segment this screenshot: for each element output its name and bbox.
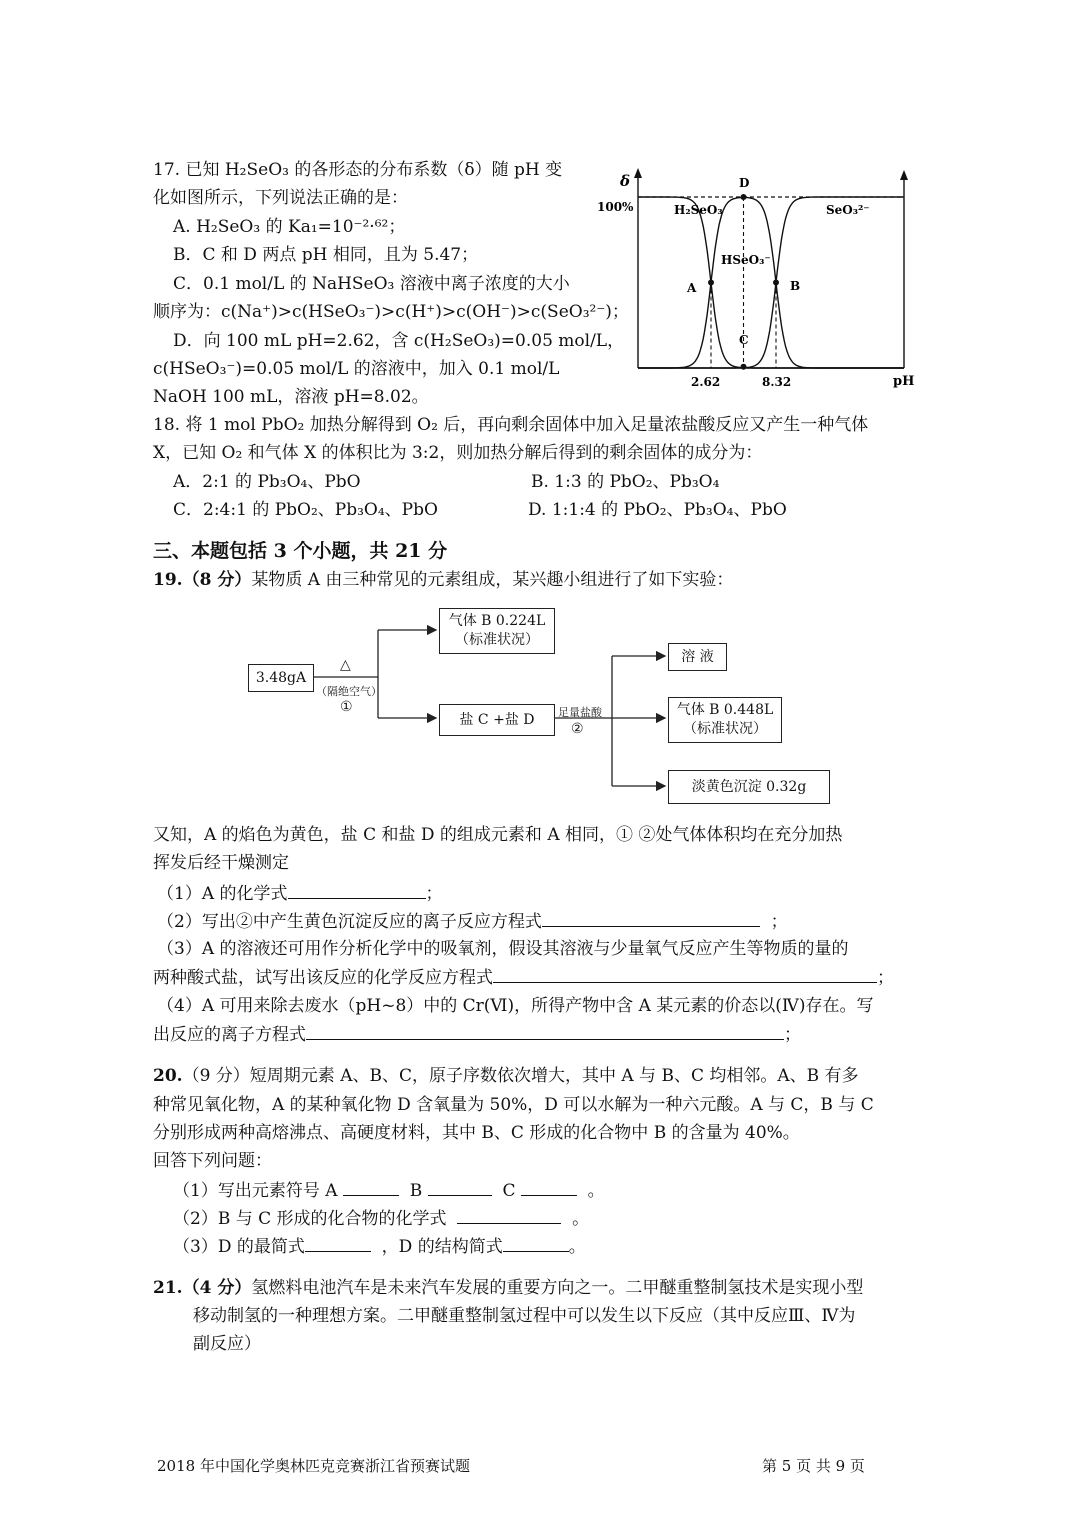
chart-series-line-1 <box>638 198 904 369</box>
q20-part1-b: B <box>409 1181 423 1201</box>
chart-axes <box>634 168 908 368</box>
chart-point-label-b: B <box>790 279 801 293</box>
q18-stem-line1: 18. 将 1 mol PbO₂ 加热分解得到 O₂ 后，再向剩余固体中加入足量浓盐酸反应又产生一种气体 <box>153 415 869 435</box>
flow-solution-label: 溶 液 <box>681 648 714 665</box>
q20-line1 <box>153 1063 859 1089</box>
chart-point-c <box>741 364 747 370</box>
q17-option-d-line1: D．向 100 mL pH=2.62，含 c(H₂SeO₃)=0.05 mol/L， <box>173 331 625 351</box>
q18-option-c: C．2:4:1 的 PbO₂、Pb₃O₄、PbO <box>173 500 438 520</box>
q20-part3-text-a: （3）D 的最简式 <box>173 1237 305 1257</box>
flow-salts-box <box>439 704 555 736</box>
q20-part1 <box>173 1177 605 1204</box>
chart-point-label-a: A <box>687 281 697 295</box>
q20-part1-blank-b[interactable] <box>428 1177 492 1196</box>
q17-option-d-line3: NaOH 100 mL，溶液 pH=8.02。 <box>153 387 429 407</box>
q18-stem-line2: X，已知 O₂ 和气体 X 的体积比为 3:2，则加热分解后得到的剩余固体的成分为： <box>153 443 763 463</box>
q20-part2-text: （2）B 与 C 形成的化合物的化学式 <box>173 1209 447 1229</box>
chart-point-label-d: D <box>739 176 750 190</box>
q20-part3 <box>173 1233 586 1260</box>
flow-heat-symbol: △ <box>340 657 351 673</box>
q20-line1-text: （9 分）短周期元素 A、B、C，原子序数依次增大，其中 A 与 B、C 均相邻。A、B 有多 <box>182 1066 859 1086</box>
q19-part2 <box>157 908 788 935</box>
flow-gas-b2-line2: （标准状况） <box>683 721 767 737</box>
q17-option-d-line2: c(HSeO₃⁻)=0.05 mol/L 的溶液中，加入 0.1 mol/L <box>153 359 560 379</box>
q19-part2-text: （2）写出②中产生黄色沉淀反应的离子反应方程式 <box>157 912 542 932</box>
chart-curves <box>638 197 904 368</box>
q20-line4: 回答下列问题： <box>153 1151 272 1171</box>
q19-part4-text: 出反应的离子方程式 <box>153 1025 306 1045</box>
q18-option-d: D. 1:1:4 的 PbO₂、Pb₃O₄、PbO <box>528 500 787 520</box>
q19-part1-end: ； <box>425 884 443 904</box>
q17-option-c-line2: 顺序为：c(Na⁺)>c(HSeO₃⁻)>c(H⁺)>c(OH⁻)>c(SeO₃²⁻)； <box>153 302 629 322</box>
section-heading: 三、本题包括 3 个小题，共 21 分 <box>153 540 448 562</box>
q17-stem-line2: 化如图所示，下列说法正确的是： <box>153 188 408 208</box>
flow-gas-b2-line1: 气体 B 0.448L <box>676 702 774 718</box>
q19-note-line1: 又知，A 的焰色为黄色，盐 C 和盐 D 的组成元素和 A 相同，① ②处气体体积均在充分加热 <box>153 825 843 845</box>
q17-option-b: B．C 和 D 两点 pH 相同，且为 5.47； <box>173 245 479 265</box>
q20-part1-end: 。 <box>587 1181 605 1201</box>
q19-part3-line1: （3）A 的溶液还可用作分析化学中的吸氧剂，假设其溶液与少量氧气反应产生等物质的量的 <box>157 939 849 959</box>
chart-point-b <box>773 280 779 286</box>
q20-part1-blank-c[interactable] <box>521 1177 577 1196</box>
q20-line3: 分别形成两种高熔沸点、高硬度材料，其中 B、C 形成的化合物中 B 的含量为 40%。 <box>153 1123 800 1143</box>
flow-acid-label: 足量盐酸 <box>558 706 602 719</box>
q21-line1-text: 氢燃料电池汽车是未来汽车发展的重要方向之一。二甲醚重整制氢技术是实现小型 <box>251 1278 864 1298</box>
q21-line1 <box>153 1275 863 1301</box>
q17-option-c-line1: C．0.1 mol/L 的 NaHSeO₃ 溶液中离子浓度的大小 <box>173 274 570 294</box>
flow-step1-marker: ① <box>340 699 353 715</box>
q19-part4-answer-blank[interactable] <box>306 1021 784 1040</box>
q19-part4-end: ； <box>784 1025 801 1045</box>
flow-precipitate-label: 淡黄色沉淀 0.32g <box>691 778 807 795</box>
q19-note-line2: 挥发后经干燥测定 <box>153 853 289 873</box>
q20-line2: 种常见氧化物，A 的某种氧化物 D 含氧量为 50%，D 可以水解为一种六元酸。A 与 C，B 与 C <box>153 1095 874 1115</box>
chart-point-d <box>741 194 747 200</box>
flow-gas-b1-box <box>439 608 555 654</box>
flow-solution-box <box>668 643 727 671</box>
chart-series-line-0 <box>638 197 904 368</box>
q21-line3: 副反应） <box>193 1334 261 1354</box>
q19-part1-text: （1）A 的化学式 <box>157 884 288 904</box>
q17-stem-line1: 17. 已知 H₂SeO₃ 的各形态的分布系数（δ）随 pH 变 <box>153 160 563 180</box>
chart-series-label-seo3: SeO₃²⁻ <box>826 203 870 217</box>
q18-option-a: A．2:1 的 Pb₃O₄、PbO <box>173 472 361 492</box>
flow-start-box <box>248 664 314 692</box>
flow-gas-b1-line2: （标准状况） <box>455 632 539 648</box>
chart-y-axis-arrow <box>634 168 642 178</box>
q20-part2 <box>173 1205 589 1232</box>
footer-title: 2018 年中国化学奥林匹克竞赛浙江省预赛试题 <box>157 1457 470 1475</box>
q19-part3-answer-blank[interactable] <box>493 964 877 983</box>
q20-part1-text: （1）写出元素符号 A <box>173 1181 338 1201</box>
q19-part3-text: 两种酸式盐，试写出该反应的化学反应方程式 <box>153 968 493 988</box>
chart-y-tick-100: 100% <box>597 200 634 214</box>
q19-part1-answer-blank[interactable] <box>288 880 426 899</box>
flow-precipitate-box <box>668 770 830 804</box>
q19-part3-end: ； <box>877 968 894 988</box>
q20-part3-blank-b[interactable] <box>503 1233 569 1252</box>
q19-stem-text: 某物质 A 由三种常见的元素组成，某兴趣小组进行了如下实验： <box>251 570 734 590</box>
q20-part1-blank-a[interactable] <box>343 1177 399 1196</box>
q20-part3-blank-a[interactable] <box>305 1233 371 1252</box>
q19-part3-line2 <box>153 964 894 991</box>
q19-part2-answer-blank[interactable] <box>542 908 760 927</box>
chart-point-label-c: C <box>739 333 749 347</box>
q20-part3-text-b: ，D 的结构简式 <box>381 1237 503 1257</box>
chart-series-line-2 <box>638 197 904 368</box>
q17-option-a: A. H₂SeO₃ 的 Ka₁=10⁻²·⁶²； <box>173 217 406 237</box>
chart-x-axis-label: pH <box>893 374 915 389</box>
q20-part2-blank[interactable] <box>457 1205 561 1224</box>
chart-x-tick-2.62: 2.62 <box>691 375 721 389</box>
q19-stem <box>153 567 733 593</box>
flow-step2-marker: ② <box>571 721 584 737</box>
flow-salts-label: 盐 C +盐 D <box>459 711 535 728</box>
q20-part1-c: C <box>502 1181 516 1201</box>
q20-number: 20. <box>153 1066 183 1086</box>
q21-line2: 移动制氢的一种理想方案。二甲醚重整制氢过程中可以发生以下反应（其中反应Ⅲ、Ⅳ为 <box>193 1306 856 1326</box>
q20-part3-end: 。 <box>568 1237 586 1257</box>
q19-number: 19.（8 分） <box>153 570 252 590</box>
q19-part4-line2 <box>153 1021 801 1048</box>
chart-point-a <box>708 280 714 286</box>
chart-y-axis-label: δ <box>620 172 631 190</box>
q18-option-b: B. 1:3 的 PbO₂、Pb₃O₄ <box>531 472 720 492</box>
q20-part2-end: 。 <box>572 1209 590 1229</box>
flow-gas-b2-box <box>668 697 782 743</box>
flow-start-label: 3.48gA <box>255 669 307 686</box>
chart-right-axis-arrow <box>900 170 908 180</box>
q19-part1 <box>157 880 443 907</box>
chart-x-tick-8.32: 8.32 <box>762 375 792 389</box>
q19-part2-end: ； <box>770 912 788 932</box>
chart-series-label-hseo3: HSeO₃⁻ <box>721 253 771 267</box>
footer-page-number: 第 5 页 共 9 页 <box>762 1457 865 1475</box>
q19-part4-line1: （4）A 可用来除去废水（pH~8）中的 Cr(Ⅵ)，所得产物中含 A 某元素的价态以(Ⅳ)存在。写 <box>157 996 874 1016</box>
q21-number: 21.（4 分） <box>153 1278 252 1298</box>
flow-gas-b1-line1: 气体 B 0.224L <box>448 613 546 629</box>
flow-heat-note: （隔绝空气） <box>316 685 382 698</box>
chart-series-label-h2seo3: H₂SeO₃ <box>674 203 723 217</box>
distribution-chart <box>588 158 928 398</box>
